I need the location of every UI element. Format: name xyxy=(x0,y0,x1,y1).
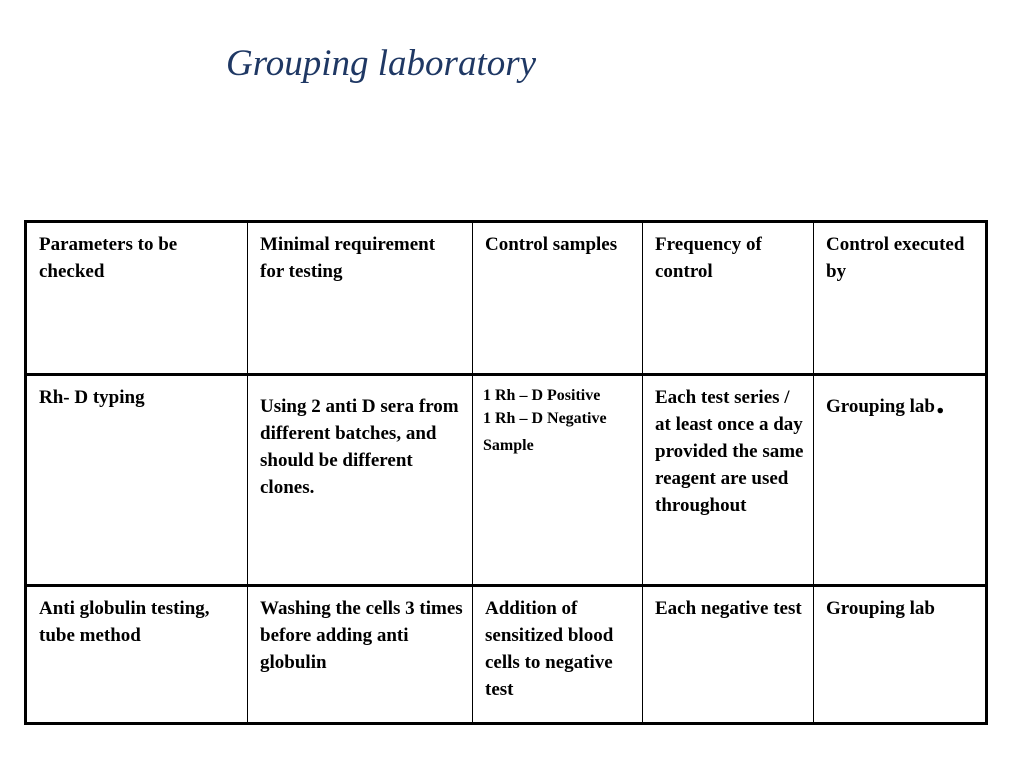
cell-control-samples: Addition of sensitized blood cells to negative test xyxy=(473,586,643,724)
executed-by-text: Grouping lab xyxy=(826,396,935,417)
header-frequency: Frequency of control xyxy=(643,222,814,375)
control-sample-negative: 1 Rh – D Negative xyxy=(483,410,607,427)
cell-executed-by: Grouping lab xyxy=(814,586,987,724)
control-sample-positive: 1 Rh – D Positive xyxy=(483,387,601,404)
header-parameters: Parameters to be checked xyxy=(26,222,248,375)
table-row xyxy=(26,586,987,724)
cell-executed-by xyxy=(814,375,987,586)
quality-control-table xyxy=(24,220,988,725)
table-header-row xyxy=(26,222,987,375)
cell-frequency: Each test series / at least once a day provided the same reagent are used throughout xyxy=(643,375,814,586)
cell-control-samples xyxy=(473,375,643,586)
header-executed-by: Control executed by xyxy=(814,222,987,375)
table-row xyxy=(26,375,987,586)
control-sample-sample: Sample xyxy=(483,437,534,454)
cell-parameter: Anti globulin testing, tube method xyxy=(26,586,248,724)
header-control-samples: Control samples xyxy=(473,222,643,375)
cell-parameter: Rh- D typing xyxy=(26,375,248,586)
cell-frequency: Each negative test xyxy=(643,586,814,724)
header-minimal-requirement: Minimal requirement for testing xyxy=(248,222,473,375)
cell-requirement: Washing the cells 3 times before adding anti globulin xyxy=(248,586,473,724)
cell-requirement: Using 2 anti D sera from different batches, and should be different clones. xyxy=(248,375,473,586)
slide-title: Grouping laboratory xyxy=(226,43,537,84)
executed-by-dot: . xyxy=(935,384,945,421)
